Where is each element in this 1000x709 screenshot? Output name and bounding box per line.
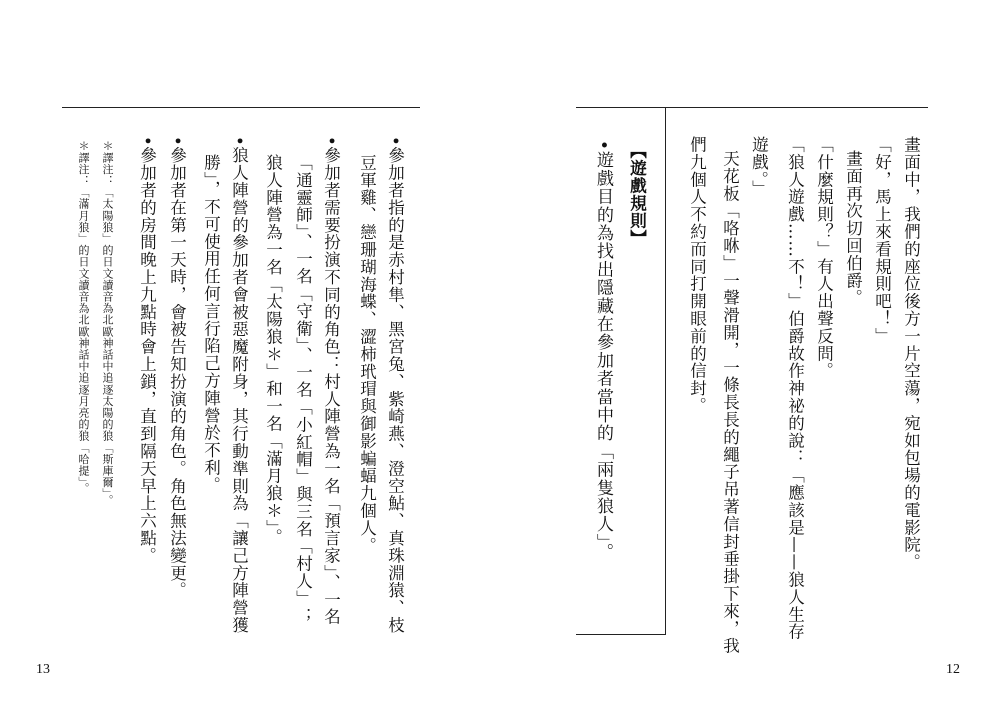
paragraph: 遊戲。」 bbox=[749, 136, 769, 198]
paragraph: 畫面中，我們的座位後方一片空蕩，宛如包場的電影院。 bbox=[901, 136, 921, 571]
page-number-left: 13 bbox=[36, 662, 50, 677]
left-top-rule bbox=[62, 107, 420, 108]
rule-item: 豆軍雞、戀珊瑚海蝶、澀柿玳瑁與御影蝙蝠九個人。 bbox=[357, 154, 377, 555]
rules-heading: 【遊戲規則】 bbox=[627, 142, 647, 247]
right-top-rule bbox=[576, 107, 928, 108]
rule-item: •狼人陣營的參加者會被惡魔附身，其行動準則為「讓己方陣營獲 bbox=[229, 136, 249, 634]
rules-box-bottom-border bbox=[576, 634, 666, 635]
rules-box-right-border bbox=[665, 107, 666, 635]
paragraph: 畫面再次切回伯爵。 bbox=[843, 150, 863, 307]
page-number-right: 12 bbox=[946, 662, 960, 677]
translator-note: ＊譯注：「滿月狼」的日文讀音為北歐神話中追逐月亮的狼「哈提」。 bbox=[77, 140, 90, 495]
translator-note: ＊譯注：「太陽狼」的日文讀音為北歐神話中追逐太陽的狼「斯庫爾」。 bbox=[101, 140, 114, 506]
rule-item: •參加者在第一天時，會被告知扮演的角色。角色無法變更。 bbox=[167, 136, 187, 600]
paragraph: 「什麼規則？」有人出聲反問。 bbox=[814, 136, 834, 380]
rule-item: •遊戲目的為找出隱藏在參加者當中的「兩隻狼人」。 bbox=[593, 140, 613, 562]
rule-item: •參加者需要扮演不同的角色：村人陣營為一名「預言家」、一名 bbox=[321, 136, 341, 626]
rule-item: •參加者的房間晚上九點時會上鎖，直到隔天早上六點。 bbox=[137, 136, 157, 565]
paragraph: 們九個人不約而同打開眼前的信封。 bbox=[687, 136, 707, 415]
rule-item: •參加者指的是赤村隼、黑宮兔、紫崎燕、澄空鮎、真珠淵猿、枝 bbox=[385, 136, 405, 634]
paragraph: 「狼人遊戲……不！」伯爵故作神祕的說：「應該是——狼人生存 bbox=[785, 136, 805, 641]
rule-item: 「通靈師」、一名「守衛」、一名「小紅帽」與三名「村人」； bbox=[293, 154, 313, 625]
paragraph: 「好，馬上來看規則吧！」 bbox=[872, 136, 892, 345]
rule-item: 勝」，不可使用任何言行陷己方陣營於不利。 bbox=[201, 154, 221, 494]
paragraph: 天花板「咯咻」一聲滑開，一條長長的繩子吊著信封垂掛下來，我 bbox=[720, 150, 740, 655]
rule-item: 狼人陣營為一名「太陽狼＊」和一名「滿月狼＊」。 bbox=[263, 154, 283, 546]
